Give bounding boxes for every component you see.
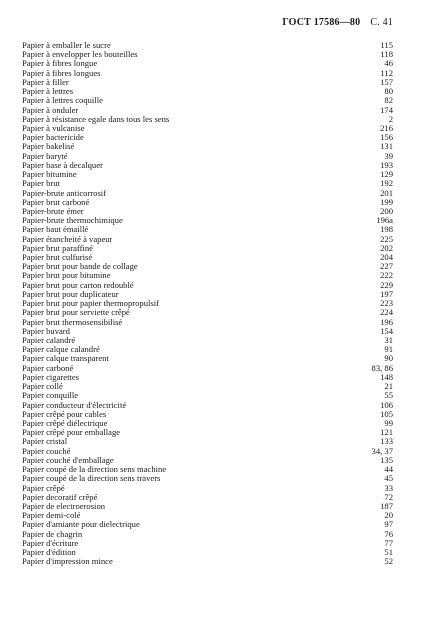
entry-page: 154: [380, 325, 393, 336]
entry-term: Papier-brute émer: [22, 206, 84, 216]
entry-term: Papier à filler: [22, 77, 69, 87]
index-entry: [22, 142, 393, 151]
entry-term: Papier cigarettes: [22, 372, 80, 382]
entry-term: Papier crêpé diélectrique: [22, 418, 108, 428]
index-entry: [22, 244, 393, 253]
entry-page: 201: [380, 187, 393, 198]
entry-page: 121: [380, 427, 393, 438]
index-entry: [22, 161, 393, 170]
index-entry: [22, 437, 393, 446]
entry-term: Papier coupé de la direction sens travers: [22, 474, 161, 484]
entry-term: Papier brut pour carton redoublé: [22, 280, 134, 290]
entry-term: Papier brut paraffiné: [22, 243, 93, 253]
index-entry: [22, 78, 393, 87]
index-entry: [22, 198, 393, 207]
index-entry: [22, 124, 393, 133]
entry-page: 204: [380, 252, 393, 263]
entry-term: Papier à résistance egale dans tous les sens: [22, 114, 170, 124]
entry-page: 135: [380, 454, 393, 465]
entry-page: 202: [380, 242, 393, 253]
entry-page: 80: [384, 86, 393, 97]
entry-term: Papier carboné: [22, 363, 74, 373]
index-entry: [22, 207, 393, 216]
index-entry: [22, 511, 393, 520]
index-entry: [22, 493, 393, 502]
entry-term: Papier à onduler: [22, 105, 79, 115]
entry-term: Papier collé: [22, 382, 63, 392]
entry-page: 83, 86: [371, 362, 393, 373]
entry-term: Papier brut: [22, 179, 60, 189]
entry-term: Papier calque calandré: [22, 345, 100, 355]
entry-page: 91: [384, 344, 393, 355]
index-entry: [22, 465, 393, 474]
entry-term: Papier baut émaillé: [22, 225, 89, 235]
entry-page: 192: [380, 178, 393, 189]
index-entry: [22, 539, 393, 548]
entry-term: Papier à lettres coquille: [22, 96, 103, 106]
entry-term: Papier d'amiante pour dielectrique: [22, 520, 140, 530]
index-entry: [22, 447, 393, 456]
entry-term: Papier demi-colé: [22, 511, 81, 521]
entry-page: 196: [380, 316, 393, 327]
entry-term: Papier-brute thermochimique: [22, 216, 123, 226]
entry-page: 2: [388, 113, 393, 124]
entry-page: 90: [384, 353, 393, 364]
entry-term: Papier brut thermosensibilisé: [22, 317, 123, 327]
index-entry: [22, 373, 393, 382]
index-entry: [22, 401, 393, 410]
index-entry: [22, 106, 393, 115]
entry-page: 33: [384, 482, 393, 493]
entry-term: Papier couché: [22, 446, 71, 456]
entry-term: Papier étancheité à vapeur: [22, 234, 113, 244]
entry-term: Papier d'écriture: [22, 538, 79, 548]
entry-term: Papier brut pour bande de collage: [22, 262, 138, 272]
entry-term: Papier à lettres: [22, 87, 74, 97]
index-entry: [22, 456, 393, 465]
index-entry: [22, 530, 393, 539]
entry-term: Papier brut pour serviette crêpé: [22, 308, 130, 318]
entry-page: 106: [380, 399, 393, 410]
index-entry: [22, 271, 393, 280]
entry-page: 224: [380, 307, 393, 318]
entry-page: 216: [380, 122, 393, 133]
entry-term: Papier d'impression mince: [22, 557, 113, 567]
entry-page: 227: [380, 261, 393, 272]
index-entry: [22, 189, 393, 198]
entry-term: Papier coupé de la direction sens machine: [22, 465, 167, 475]
index-entry: [22, 502, 393, 511]
entry-page: 229: [380, 279, 393, 290]
entry-term: Papier à envelopper les bouteilles: [22, 50, 138, 60]
index-entry: [22, 410, 393, 419]
entry-term: Papier baryté: [22, 151, 68, 161]
entry-page: 46: [384, 58, 393, 69]
entry-term: Papier à fibres longues: [22, 68, 101, 78]
entry-term: Papier brut culfurisé: [22, 253, 93, 263]
index-entry: [22, 391, 393, 400]
index-entry: [22, 41, 393, 50]
index-entry: [22, 336, 393, 345]
entry-page: 82: [384, 95, 393, 106]
index-entry: [22, 50, 393, 59]
index-entry: [22, 345, 393, 354]
index-entry: [22, 59, 393, 68]
entry-page: 76: [384, 528, 393, 539]
entry-term: Papier buvard: [22, 326, 70, 336]
index-entry: [22, 557, 393, 566]
entry-term: Papier conquille: [22, 391, 79, 401]
entry-page: 45: [384, 473, 393, 484]
entry-page: 118: [380, 49, 393, 60]
index-entry: [22, 520, 393, 529]
entry-page: 72: [384, 491, 393, 502]
index-entry: [22, 364, 393, 373]
entry-page: 174: [380, 104, 393, 115]
entry-page: 199: [380, 196, 393, 207]
index-entry: [22, 225, 393, 234]
entry-term: Papier crêpé: [22, 483, 65, 493]
entry-page: 223: [380, 298, 393, 309]
entry-term: Papier de electroerosion: [22, 501, 106, 511]
index-entry: [22, 428, 393, 437]
entry-page: 198: [380, 224, 393, 235]
index-entry: [22, 308, 393, 317]
page-number: С. 41: [370, 17, 393, 28]
index-entry: [22, 253, 393, 262]
index-entry: [22, 216, 393, 225]
entry-page: 115: [380, 40, 393, 50]
index-entry: [22, 354, 393, 363]
index-entry: [22, 96, 393, 105]
index-entry: [22, 87, 393, 96]
index-entry: [22, 281, 393, 290]
index-entry: [22, 474, 393, 483]
index-entry: [22, 115, 393, 124]
entry-page: 39: [384, 150, 393, 161]
entry-page: 55: [384, 390, 393, 401]
entry-term: Papier bitumine: [22, 170, 77, 180]
entry-term: Papier brut carboné: [22, 197, 90, 207]
index-entry: [22, 548, 393, 557]
entry-page: 31: [384, 335, 393, 345]
entry-term: Papier crêpé pour cables: [22, 409, 107, 419]
entry-term: Papier à fibres longue: [22, 59, 98, 69]
entry-term: Papier brut pour papier thermopropulsif: [22, 299, 159, 309]
index-entry: [22, 419, 393, 428]
entry-page: 157: [380, 76, 393, 87]
entry-page: 133: [380, 436, 393, 447]
index-entry: [22, 235, 393, 244]
entry-page: 225: [380, 233, 393, 244]
entry-term: Papier conducteur d'électricité: [22, 400, 127, 410]
index-entry: [22, 290, 393, 299]
entry-term: Papier brut pour bitumine: [22, 271, 111, 281]
entry-term: Papier decoratif crêpé: [22, 492, 98, 502]
entry-term: Papier calque transparent: [22, 354, 109, 364]
index-entry: [22, 484, 393, 493]
entry-page: 193: [380, 159, 393, 170]
entry-page: 77: [384, 537, 393, 548]
index-entry: [22, 262, 393, 271]
entry-term: Papier bakelisé: [22, 142, 75, 152]
page-header: [282, 17, 393, 28]
entry-term: Papier à vulcanise: [22, 123, 85, 133]
index-entry: [22, 69, 393, 78]
entry-term: Papier calandré: [22, 336, 76, 345]
entry-page: 97: [384, 519, 393, 530]
index-entry: [22, 327, 393, 336]
index-entry: [22, 133, 393, 142]
entry-term: Papier à emballer le sucre: [22, 41, 111, 50]
index-entry: [22, 299, 393, 308]
entry-page: 51: [384, 547, 393, 558]
index-entry: [22, 170, 393, 179]
entry-page: 131: [380, 141, 393, 152]
entry-term: Papier brut pour duplicateur: [22, 289, 119, 299]
entry-page: 21: [384, 381, 393, 392]
standard-number: ГОСТ 17586—80: [282, 17, 361, 28]
entry-page: 99: [384, 417, 393, 428]
entry-term: Papier couché d'emballage: [22, 455, 114, 465]
entry-page: 129: [380, 169, 393, 180]
entry-term: Papier cristal: [22, 437, 68, 447]
entry-page: 200: [380, 205, 393, 216]
entry-page: 20: [384, 510, 393, 521]
index-entry: [22, 179, 393, 188]
entry-term: Papier de chagrin: [22, 529, 83, 539]
entry-page: 196a: [376, 215, 393, 226]
index-entry: [22, 382, 393, 391]
entry-page: 156: [380, 132, 393, 143]
entry-page: 105: [380, 408, 393, 419]
entry-term: Papier base à decalquer: [22, 160, 103, 170]
entry-page: 112: [380, 67, 393, 78]
entry-page: 148: [380, 371, 393, 382]
index-entry: [22, 152, 393, 161]
entry-page: 34, 37: [371, 445, 393, 456]
entry-page: 187: [380, 500, 393, 511]
entry-term: Papier crêpé pour emballage: [22, 428, 121, 438]
entry-term: Papier-brute anticorrosif: [22, 188, 107, 198]
entry-term: Papier d'édition: [22, 548, 76, 558]
entry-page: 52: [384, 556, 393, 567]
entry-page: 222: [380, 270, 393, 281]
index-list: [22, 41, 393, 566]
index-entry: [22, 318, 393, 327]
entry-page: 44: [384, 464, 393, 475]
entry-term: Papier bactericide: [22, 133, 84, 143]
entry-page: 197: [380, 288, 393, 299]
